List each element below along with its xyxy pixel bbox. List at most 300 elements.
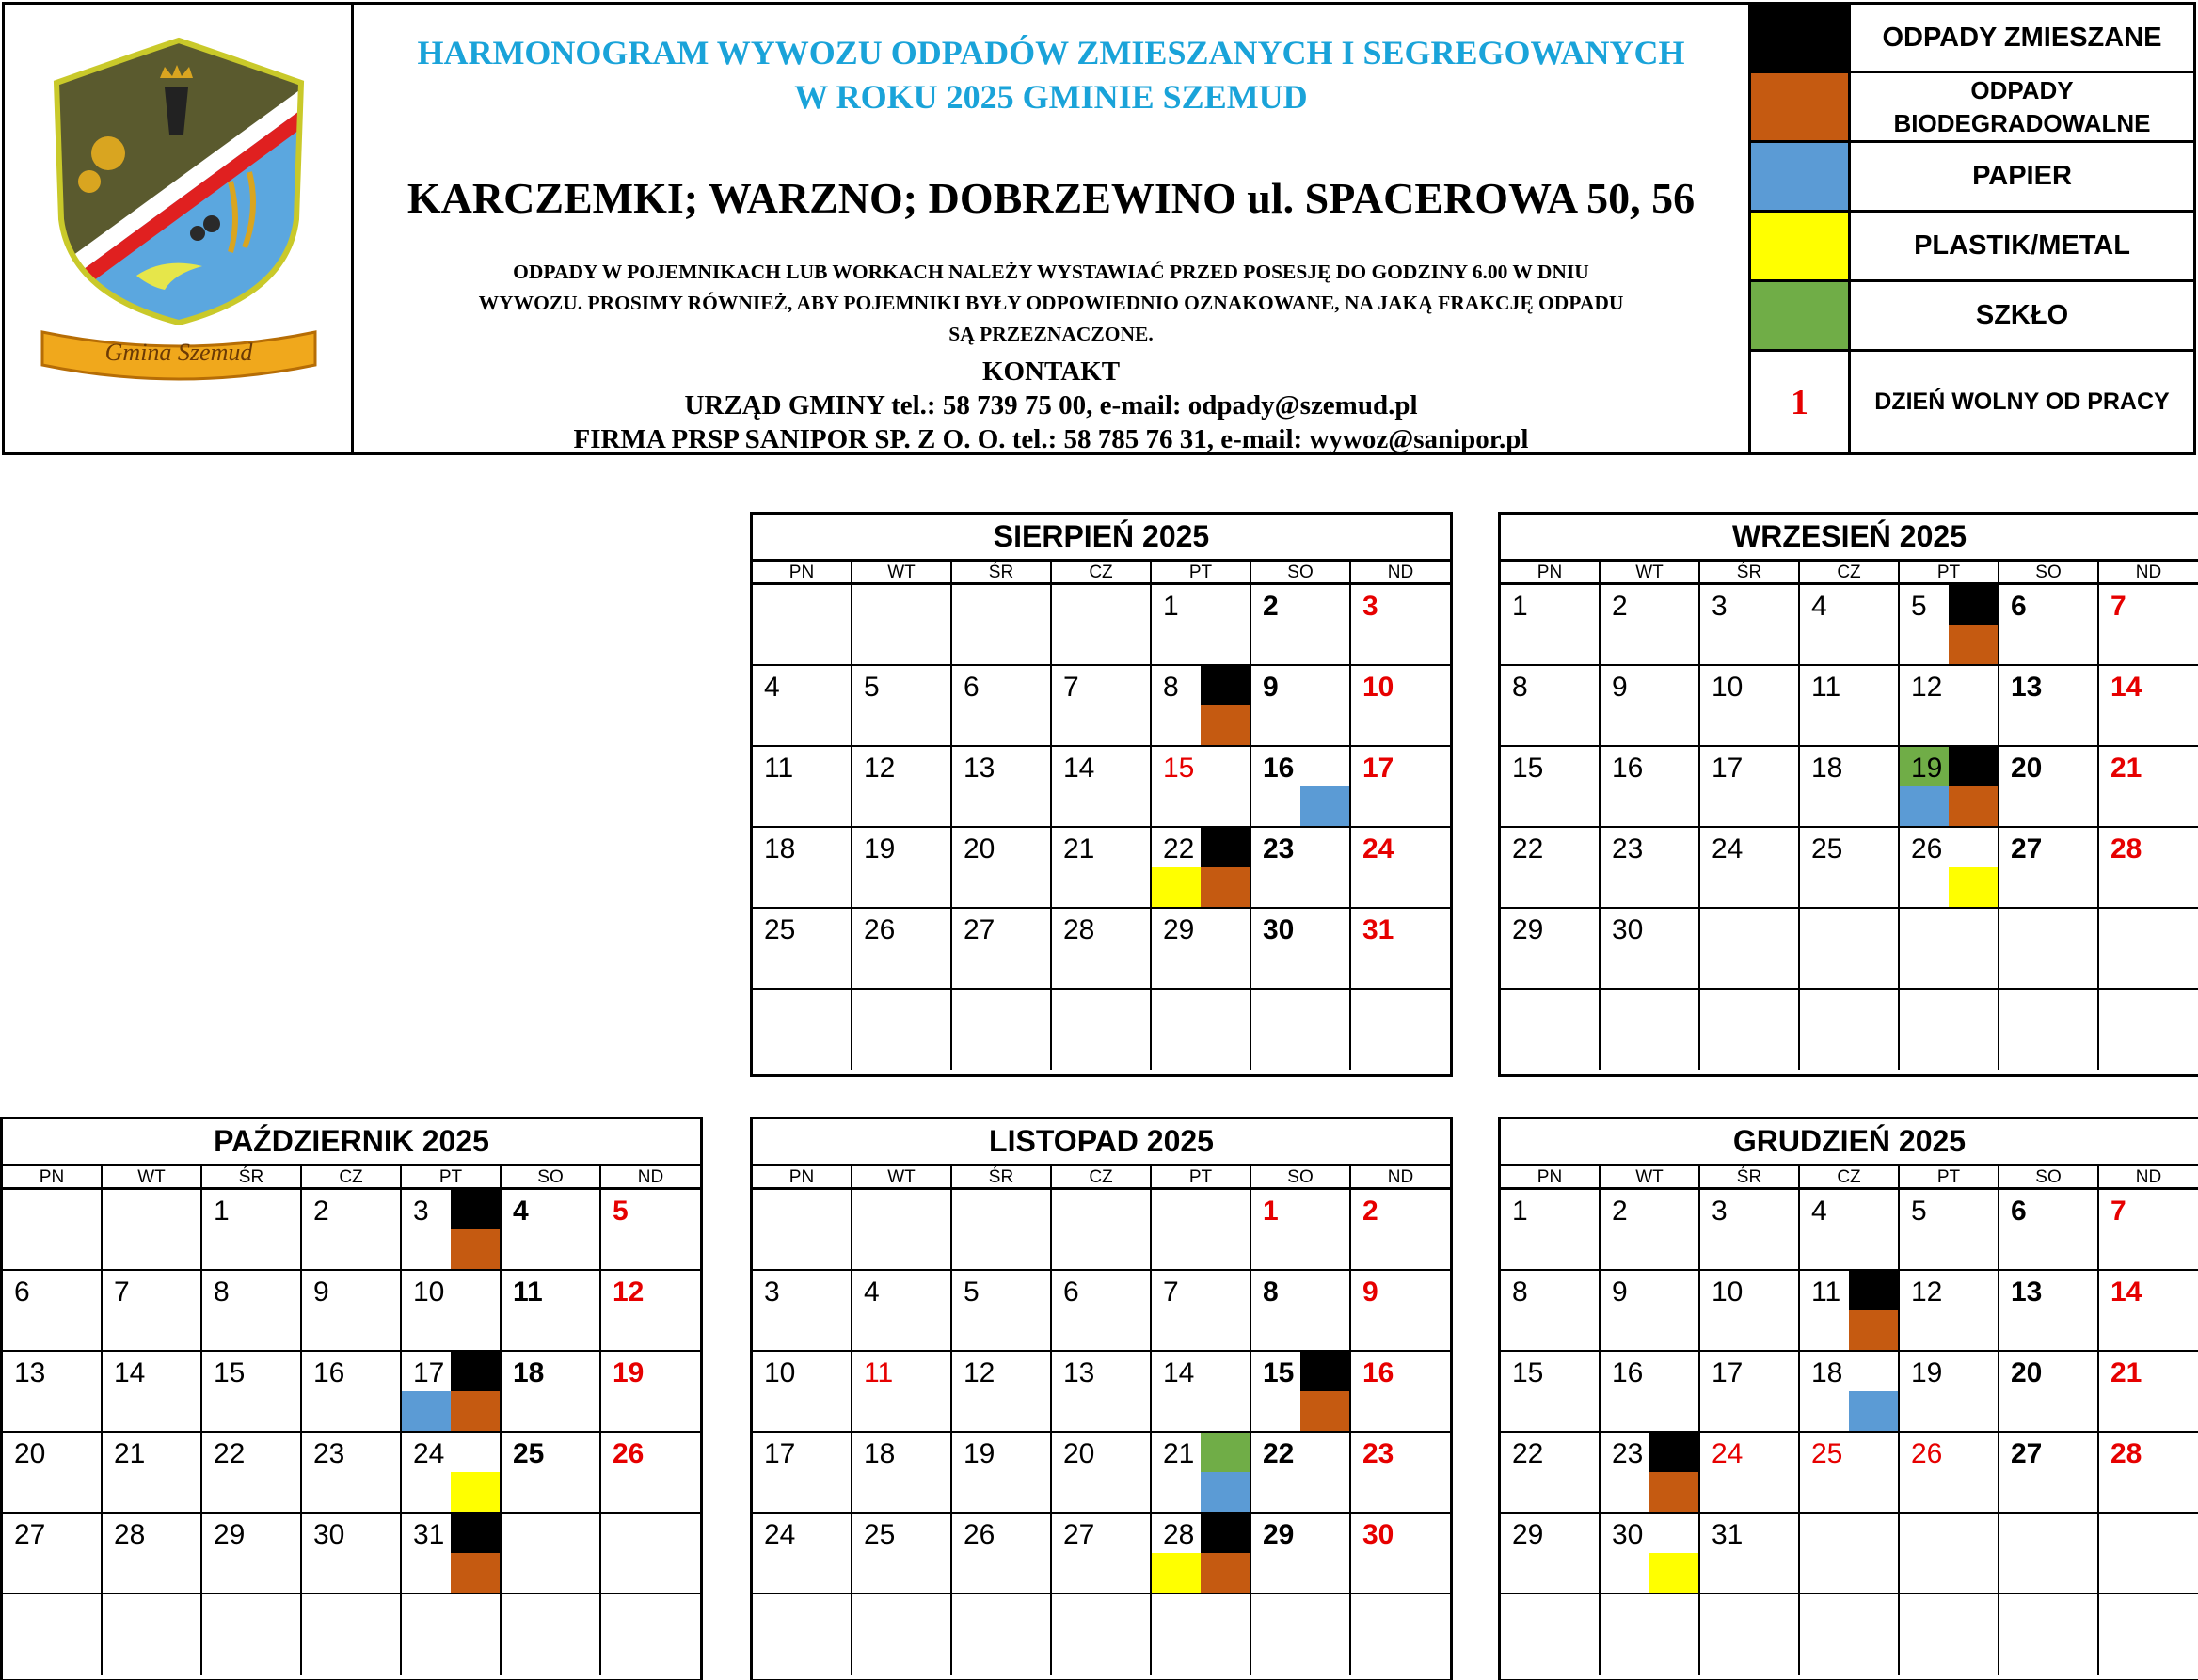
- day-number: 17: [413, 1357, 445, 1388]
- legend-label-bio-line2: BIODEGRADOWALNE: [1893, 108, 2151, 137]
- day-cell: [1501, 909, 1601, 988]
- day-cell: [302, 1352, 402, 1431]
- collection-marker-mixed: [1201, 666, 1250, 705]
- day-cell: [1601, 666, 1700, 745]
- empty-day-cell: [852, 585, 952, 664]
- day-cell: [402, 1271, 502, 1350]
- day-number: 23: [1612, 1438, 1644, 1469]
- empty-day-cell: [601, 1594, 700, 1675]
- day-cell: [1999, 747, 2099, 826]
- day-number: 11: [513, 1276, 543, 1308]
- day-number: 15: [214, 1357, 246, 1388]
- day-number: 18: [1811, 753, 1843, 784]
- day-cell: [753, 747, 852, 826]
- day-number: 10: [1362, 672, 1394, 703]
- day-cell: [302, 1190, 402, 1269]
- day-number: 21: [2110, 753, 2142, 784]
- weekday-wt: WT: [852, 562, 952, 582]
- day-cell: [1800, 1271, 1900, 1350]
- day-cell: [952, 666, 1052, 745]
- header: [2, 2, 2196, 455]
- day-cell: [852, 1514, 952, 1593]
- day-number: 24: [413, 1438, 445, 1469]
- day-number: 10: [1712, 1276, 1744, 1308]
- day-cell: [1501, 585, 1601, 664]
- day-cell: [302, 1514, 402, 1593]
- schedule-title-line2: W ROKU 2025 GMINIE SZEMUD: [794, 78, 1308, 116]
- day-cell: [202, 1190, 302, 1269]
- weekday-pt: PT: [1900, 562, 1999, 582]
- day-cell: [2099, 1190, 2198, 1269]
- day-cell: [1351, 585, 1450, 664]
- collection-marker-mixed: [1849, 1271, 1898, 1310]
- day-cell: [852, 909, 952, 988]
- weekday-sr: ŚR: [952, 1166, 1052, 1187]
- day-number: 1: [1512, 1196, 1528, 1227]
- collection-marker-plastic: [451, 1472, 500, 1512]
- day-cell: [402, 1433, 502, 1512]
- legend-label-bio: [1851, 73, 2193, 140]
- empty-day-cell: [2099, 909, 2198, 988]
- legend-label-glass: SZKŁO: [1975, 300, 2069, 330]
- day-number: 11: [1811, 672, 1841, 703]
- collection-marker-bio: [1649, 1472, 1698, 1512]
- day-number: 2: [313, 1196, 329, 1227]
- day-number: 5: [613, 1196, 629, 1227]
- day-cell: [3, 1271, 103, 1350]
- day-cell: [1152, 828, 1251, 907]
- day-number: 9: [1612, 672, 1628, 703]
- legend-label-paper: PAPIER: [1972, 161, 2072, 191]
- collection-marker-plastic: [1649, 1553, 1698, 1593]
- weekday-nd: ND: [2135, 563, 2162, 582]
- day-cell: [1900, 1190, 1999, 1269]
- day-cell: [1251, 747, 1351, 826]
- day-cell: [1601, 1433, 1700, 1512]
- weekday-wt: WT: [852, 1166, 952, 1187]
- empty-day-cell: [1251, 990, 1351, 1070]
- week-row: [753, 990, 1450, 1070]
- day-number: 20: [2011, 1357, 2043, 1388]
- day-cell: [1052, 666, 1152, 745]
- week-row: [753, 1190, 1450, 1271]
- empty-day-cell: [202, 1594, 302, 1675]
- empty-day-cell: [952, 1594, 1052, 1675]
- day-cell: [2099, 1352, 2198, 1431]
- day-cell: [302, 1433, 402, 1512]
- weekday-header: [1501, 562, 2198, 585]
- legend-label-mixed: ODPADY ZMIESZANE: [1882, 22, 2162, 53]
- day-number: 15: [1512, 1357, 1544, 1388]
- empty-day-cell: [502, 1514, 601, 1593]
- legend-row-holiday: [1751, 352, 2193, 452]
- calendar-grudzien-2025: [1498, 1117, 2198, 1680]
- day-cell: [1152, 1352, 1251, 1431]
- day-number: 29: [1512, 914, 1544, 945]
- contact-office: URZĄD GMINY tel.: 58 739 75 00, e-mail: odpady@szemud.pl: [684, 390, 1418, 420]
- day-cell: [1351, 1271, 1450, 1350]
- day-number: 29: [214, 1519, 246, 1550]
- notice-line2: WYWOZU. PROSIMY RÓWNIEŻ, ABY POJEMNIKI BYŁY ODPOWIEDNIO OZNAKOWANE, NA JAKĄ FRAKCJĘ ODPADU: [478, 292, 1624, 314]
- week-row: [3, 1352, 700, 1433]
- weekday-nd: ND: [1387, 1167, 1414, 1187]
- day-number: 26: [864, 914, 896, 945]
- weekday-nd: ND: [2135, 1167, 2162, 1187]
- day-number: 19: [964, 1438, 995, 1469]
- empty-day-cell: [302, 1594, 402, 1675]
- weekday-pt: PT: [1152, 1166, 1251, 1187]
- day-cell: [2099, 666, 2198, 745]
- day-cell: [202, 1514, 302, 1593]
- day-cell: [1351, 1190, 1450, 1269]
- day-number: 13: [14, 1357, 46, 1388]
- day-cell: [753, 1514, 852, 1593]
- day-number: 3: [1712, 591, 1728, 622]
- collection-marker-glass: [1201, 1433, 1250, 1472]
- day-cell: [103, 1514, 202, 1593]
- day-number: 25: [1811, 1438, 1843, 1469]
- day-cell: [1251, 585, 1351, 664]
- day-cell: [1501, 747, 1601, 826]
- day-cell: [952, 1514, 1052, 1593]
- collection-marker-paper: [1201, 1472, 1250, 1512]
- day-cell: [1501, 1352, 1601, 1431]
- day-number: 1: [1163, 591, 1179, 622]
- day-cell: [1052, 909, 1152, 988]
- day-cell: [1900, 1433, 1999, 1512]
- day-number: 23: [1263, 833, 1295, 864]
- day-cell: [1999, 1433, 2099, 1512]
- locality-heading: KARCZEMKI; WARZNO; DOBRZEWINO ul. SPACEROWA 50, 56: [406, 174, 1696, 222]
- weekday-pn: PN: [1501, 1166, 1601, 1187]
- day-cell: [103, 1433, 202, 1512]
- day-number: 30: [1612, 1519, 1644, 1550]
- legend-swatch-glass: [1751, 282, 1851, 349]
- day-cell: [601, 1352, 700, 1431]
- day-cell: [753, 909, 852, 988]
- empty-day-cell: [852, 1190, 952, 1269]
- day-cell: [1351, 1514, 1450, 1593]
- day-cell: [1800, 1190, 1900, 1269]
- day-cell: [2099, 1433, 2198, 1512]
- week-row: [753, 1433, 1450, 1514]
- empty-day-cell: [1999, 990, 2099, 1070]
- empty-day-cell: [601, 1514, 700, 1593]
- day-cell: [1052, 1514, 1152, 1593]
- day-number: 19: [864, 833, 896, 864]
- day-cell: [1351, 1352, 1450, 1431]
- empty-day-cell: [3, 1594, 103, 1675]
- day-cell: [1351, 666, 1450, 745]
- day-cell: [1999, 666, 2099, 745]
- empty-day-cell: [1351, 1594, 1450, 1675]
- day-cell: [753, 666, 852, 745]
- weekday-cz: CZ: [1800, 1166, 1900, 1187]
- week-row: [3, 1433, 700, 1514]
- empty-day-cell: [852, 1594, 952, 1675]
- day-number: 7: [1063, 672, 1079, 703]
- weekday-pn: PN: [1501, 562, 1601, 582]
- empty-day-cell: [1052, 1190, 1152, 1269]
- day-number: 16: [1263, 753, 1295, 784]
- day-number: 21: [2110, 1357, 2142, 1388]
- day-cell: [103, 1352, 202, 1431]
- day-number: 24: [1712, 833, 1744, 864]
- legend-row-mixed: [1751, 5, 2193, 73]
- day-number: 12: [964, 1357, 995, 1388]
- day-cell: [1052, 1352, 1152, 1431]
- day-cell: [1152, 909, 1251, 988]
- weekday-pt: PT: [1900, 1166, 1999, 1187]
- collection-marker-plastic: [1152, 867, 1201, 907]
- collection-marker-bio: [451, 1229, 500, 1269]
- day-cell: [753, 1433, 852, 1512]
- day-cell: [502, 1271, 601, 1350]
- day-cell: [1601, 1514, 1700, 1593]
- day-cell: [952, 747, 1052, 826]
- day-number: 7: [1163, 1276, 1179, 1308]
- week-row: [1501, 828, 2198, 909]
- day-number: 26: [1911, 833, 1943, 864]
- day-number: 29: [1512, 1519, 1544, 1550]
- day-number: 16: [313, 1357, 345, 1388]
- day-number: 16: [1612, 1357, 1644, 1388]
- day-cell: [753, 828, 852, 907]
- collection-marker-plastic: [1949, 867, 1998, 907]
- day-number: 2: [1612, 1196, 1628, 1227]
- day-number: 27: [964, 914, 995, 945]
- day-cell: [1601, 585, 1700, 664]
- day-number: 9: [1612, 1276, 1628, 1308]
- collection-marker-paper: [1900, 786, 1949, 826]
- week-row: [753, 909, 1450, 990]
- day-number: 12: [613, 1276, 645, 1308]
- day-number: 6: [14, 1276, 30, 1308]
- day-number: 25: [513, 1438, 545, 1469]
- day-cell: [1900, 828, 1999, 907]
- empty-day-cell: [1601, 1594, 1700, 1675]
- collection-marker-bio: [1201, 867, 1250, 907]
- gmina-szemud-coat-of-arms: [24, 31, 334, 388]
- week-row: [753, 585, 1450, 666]
- day-cell: [1501, 666, 1601, 745]
- day-number: 2: [1612, 591, 1628, 622]
- empty-day-cell: [753, 990, 852, 1070]
- empty-day-cell: [1999, 1594, 2099, 1675]
- day-number: 31: [1362, 914, 1394, 945]
- day-number: 3: [764, 1276, 780, 1308]
- week-row: [1501, 747, 2198, 828]
- week-row: [1501, 1594, 2198, 1675]
- day-number: 18: [513, 1357, 545, 1388]
- day-cell: [1700, 1514, 1800, 1593]
- day-number: 15: [1163, 753, 1195, 784]
- day-cell: [2099, 828, 2198, 907]
- day-number: 5: [964, 1276, 980, 1308]
- day-cell: [1251, 666, 1351, 745]
- day-number: 17: [764, 1438, 796, 1469]
- day-number: 22: [1512, 833, 1544, 864]
- day-cell: [1251, 1514, 1351, 1593]
- day-cell: [852, 1271, 952, 1350]
- day-number: 18: [864, 1438, 896, 1469]
- day-number: 19: [1911, 753, 1943, 784]
- empty-day-cell: [2099, 1514, 2198, 1593]
- empty-day-cell: [1251, 1594, 1351, 1675]
- legend: [1751, 5, 2193, 452]
- weekday-nd: ND: [1387, 563, 1414, 582]
- day-cell: [852, 1433, 952, 1512]
- month-title: PAŹDZIERNIK 2025: [3, 1119, 700, 1166]
- week-row: [3, 1190, 700, 1271]
- weekday-sr: ŚR: [202, 1166, 302, 1187]
- week-row: [753, 828, 1450, 909]
- collection-marker-mixed: [451, 1190, 500, 1229]
- day-number: 18: [764, 833, 796, 864]
- day-cell: [1900, 666, 1999, 745]
- weekday-so: SO: [502, 1166, 601, 1187]
- day-cell: [202, 1352, 302, 1431]
- empty-day-cell: [1501, 1594, 1601, 1675]
- day-cell: [753, 1271, 852, 1350]
- day-number: 3: [1362, 591, 1378, 622]
- day-number: 30: [1362, 1519, 1394, 1550]
- day-number: 11: [764, 753, 794, 784]
- day-number: 5: [1911, 591, 1927, 622]
- calendar-pazdziernik-2025: [0, 1117, 703, 1680]
- weekday-sr: ŚR: [1700, 562, 1800, 582]
- notice-text: [359, 257, 1743, 350]
- week-row: [1501, 1190, 2198, 1271]
- collection-marker-bio: [1949, 786, 1998, 826]
- day-number: 4: [513, 1196, 529, 1227]
- day-number: 12: [1911, 1276, 1943, 1308]
- weekday-wt: WT: [1601, 1166, 1700, 1187]
- day-cell: [1052, 828, 1152, 907]
- day-cell: [852, 828, 952, 907]
- day-number: 17: [1712, 753, 1744, 784]
- empty-day-cell: [952, 1190, 1052, 1269]
- day-cell: [1700, 1271, 1800, 1350]
- day-number: 12: [1911, 672, 1943, 703]
- empty-day-cell: [1700, 1594, 1800, 1675]
- week-row: [1501, 990, 2198, 1070]
- day-cell: [502, 1352, 601, 1431]
- empty-day-cell: [2099, 990, 2198, 1070]
- week-row: [1501, 1271, 2198, 1352]
- day-number: 14: [1063, 753, 1095, 784]
- weekday-so: SO: [1999, 562, 2099, 582]
- weekday-sr: ŚR: [952, 562, 1052, 582]
- day-cell: [852, 747, 952, 826]
- day-cell: [1351, 1433, 1450, 1512]
- day-number: 6: [964, 672, 980, 703]
- contact-heading: KONTAKT: [981, 357, 1121, 387]
- day-cell: [1900, 747, 1999, 826]
- day-number: 3: [413, 1196, 429, 1227]
- day-number: 26: [964, 1519, 995, 1550]
- weekday-cz: CZ: [1052, 1166, 1152, 1187]
- weekday-header: [1501, 1166, 2198, 1190]
- day-number: 4: [764, 672, 780, 703]
- weekday-pt: PT: [402, 1166, 502, 1187]
- day-number: 1: [1512, 591, 1528, 622]
- day-number: 20: [14, 1438, 46, 1469]
- day-number: 23: [1362, 1438, 1394, 1469]
- empty-day-cell: [1700, 909, 1800, 988]
- day-number: 14: [2110, 1276, 2142, 1308]
- legend-label-bio-line1: ODPADY: [1970, 75, 2074, 104]
- day-number: 18: [1811, 1357, 1843, 1388]
- empty-day-cell: [1152, 1594, 1251, 1675]
- week-row: [753, 1594, 1450, 1675]
- empty-day-cell: [1800, 990, 1900, 1070]
- day-cell: [1800, 747, 1900, 826]
- day-number: 5: [1911, 1196, 1927, 1227]
- contact-block: [354, 355, 1748, 456]
- day-number: 6: [2011, 1196, 2027, 1227]
- day-cell: [1251, 1190, 1351, 1269]
- day-cell: [1501, 1190, 1601, 1269]
- day-cell: [1700, 1352, 1800, 1431]
- notice-line1: ODPADY W POJEMNIKACH LUB WORKACH NALEŻY WYSTAWIAĆ PRZED POSESJĘ DO GODZINY 6.00 W DNIU: [513, 261, 1589, 283]
- weekday-wt: WT: [103, 1166, 202, 1187]
- collection-marker-bio: [1201, 705, 1250, 745]
- day-number: 23: [1612, 833, 1644, 864]
- week-row: [753, 1352, 1450, 1433]
- day-number: 14: [114, 1357, 146, 1388]
- day-cell: [753, 1352, 852, 1431]
- day-number: 4: [864, 1276, 880, 1308]
- empty-day-cell: [1900, 909, 1999, 988]
- empty-day-cell: [2099, 1594, 2198, 1675]
- day-number: 8: [1263, 1276, 1279, 1308]
- day-cell: [1999, 1352, 2099, 1431]
- day-number: 27: [1063, 1519, 1095, 1550]
- day-number: 20: [964, 833, 995, 864]
- day-number: 20: [1063, 1438, 1095, 1469]
- day-number: 13: [1063, 1357, 1095, 1388]
- day-number: 22: [1512, 1438, 1544, 1469]
- day-cell: [601, 1190, 700, 1269]
- day-cell: [952, 909, 1052, 988]
- empty-day-cell: [1152, 1190, 1251, 1269]
- day-cell: [1800, 585, 1900, 664]
- day-cell: [1152, 585, 1251, 664]
- day-number: 19: [1911, 1357, 1943, 1388]
- day-cell: [1351, 828, 1450, 907]
- weekday-so: SO: [1251, 1166, 1351, 1187]
- legend-swatch-bio: [1751, 73, 1851, 140]
- day-number: 26: [613, 1438, 645, 1469]
- day-cell: [502, 1433, 601, 1512]
- empty-day-cell: [1800, 1594, 1900, 1675]
- collection-marker-bio: [1849, 1310, 1898, 1350]
- weekday-nd: ND: [637, 1167, 664, 1187]
- day-cell: [852, 1352, 952, 1431]
- day-cell: [1700, 585, 1800, 664]
- day-cell: [1700, 747, 1800, 826]
- day-cell: [1700, 1433, 1800, 1512]
- weekday-so: SO: [1999, 1166, 2099, 1187]
- empty-day-cell: [402, 1594, 502, 1675]
- day-number: 29: [1263, 1519, 1295, 1550]
- calendar-sierpien-2025: [750, 512, 1453, 1077]
- day-number: 8: [1163, 672, 1179, 703]
- day-number: 8: [214, 1276, 230, 1308]
- day-cell: [2099, 585, 2198, 664]
- day-cell: [1900, 1352, 1999, 1431]
